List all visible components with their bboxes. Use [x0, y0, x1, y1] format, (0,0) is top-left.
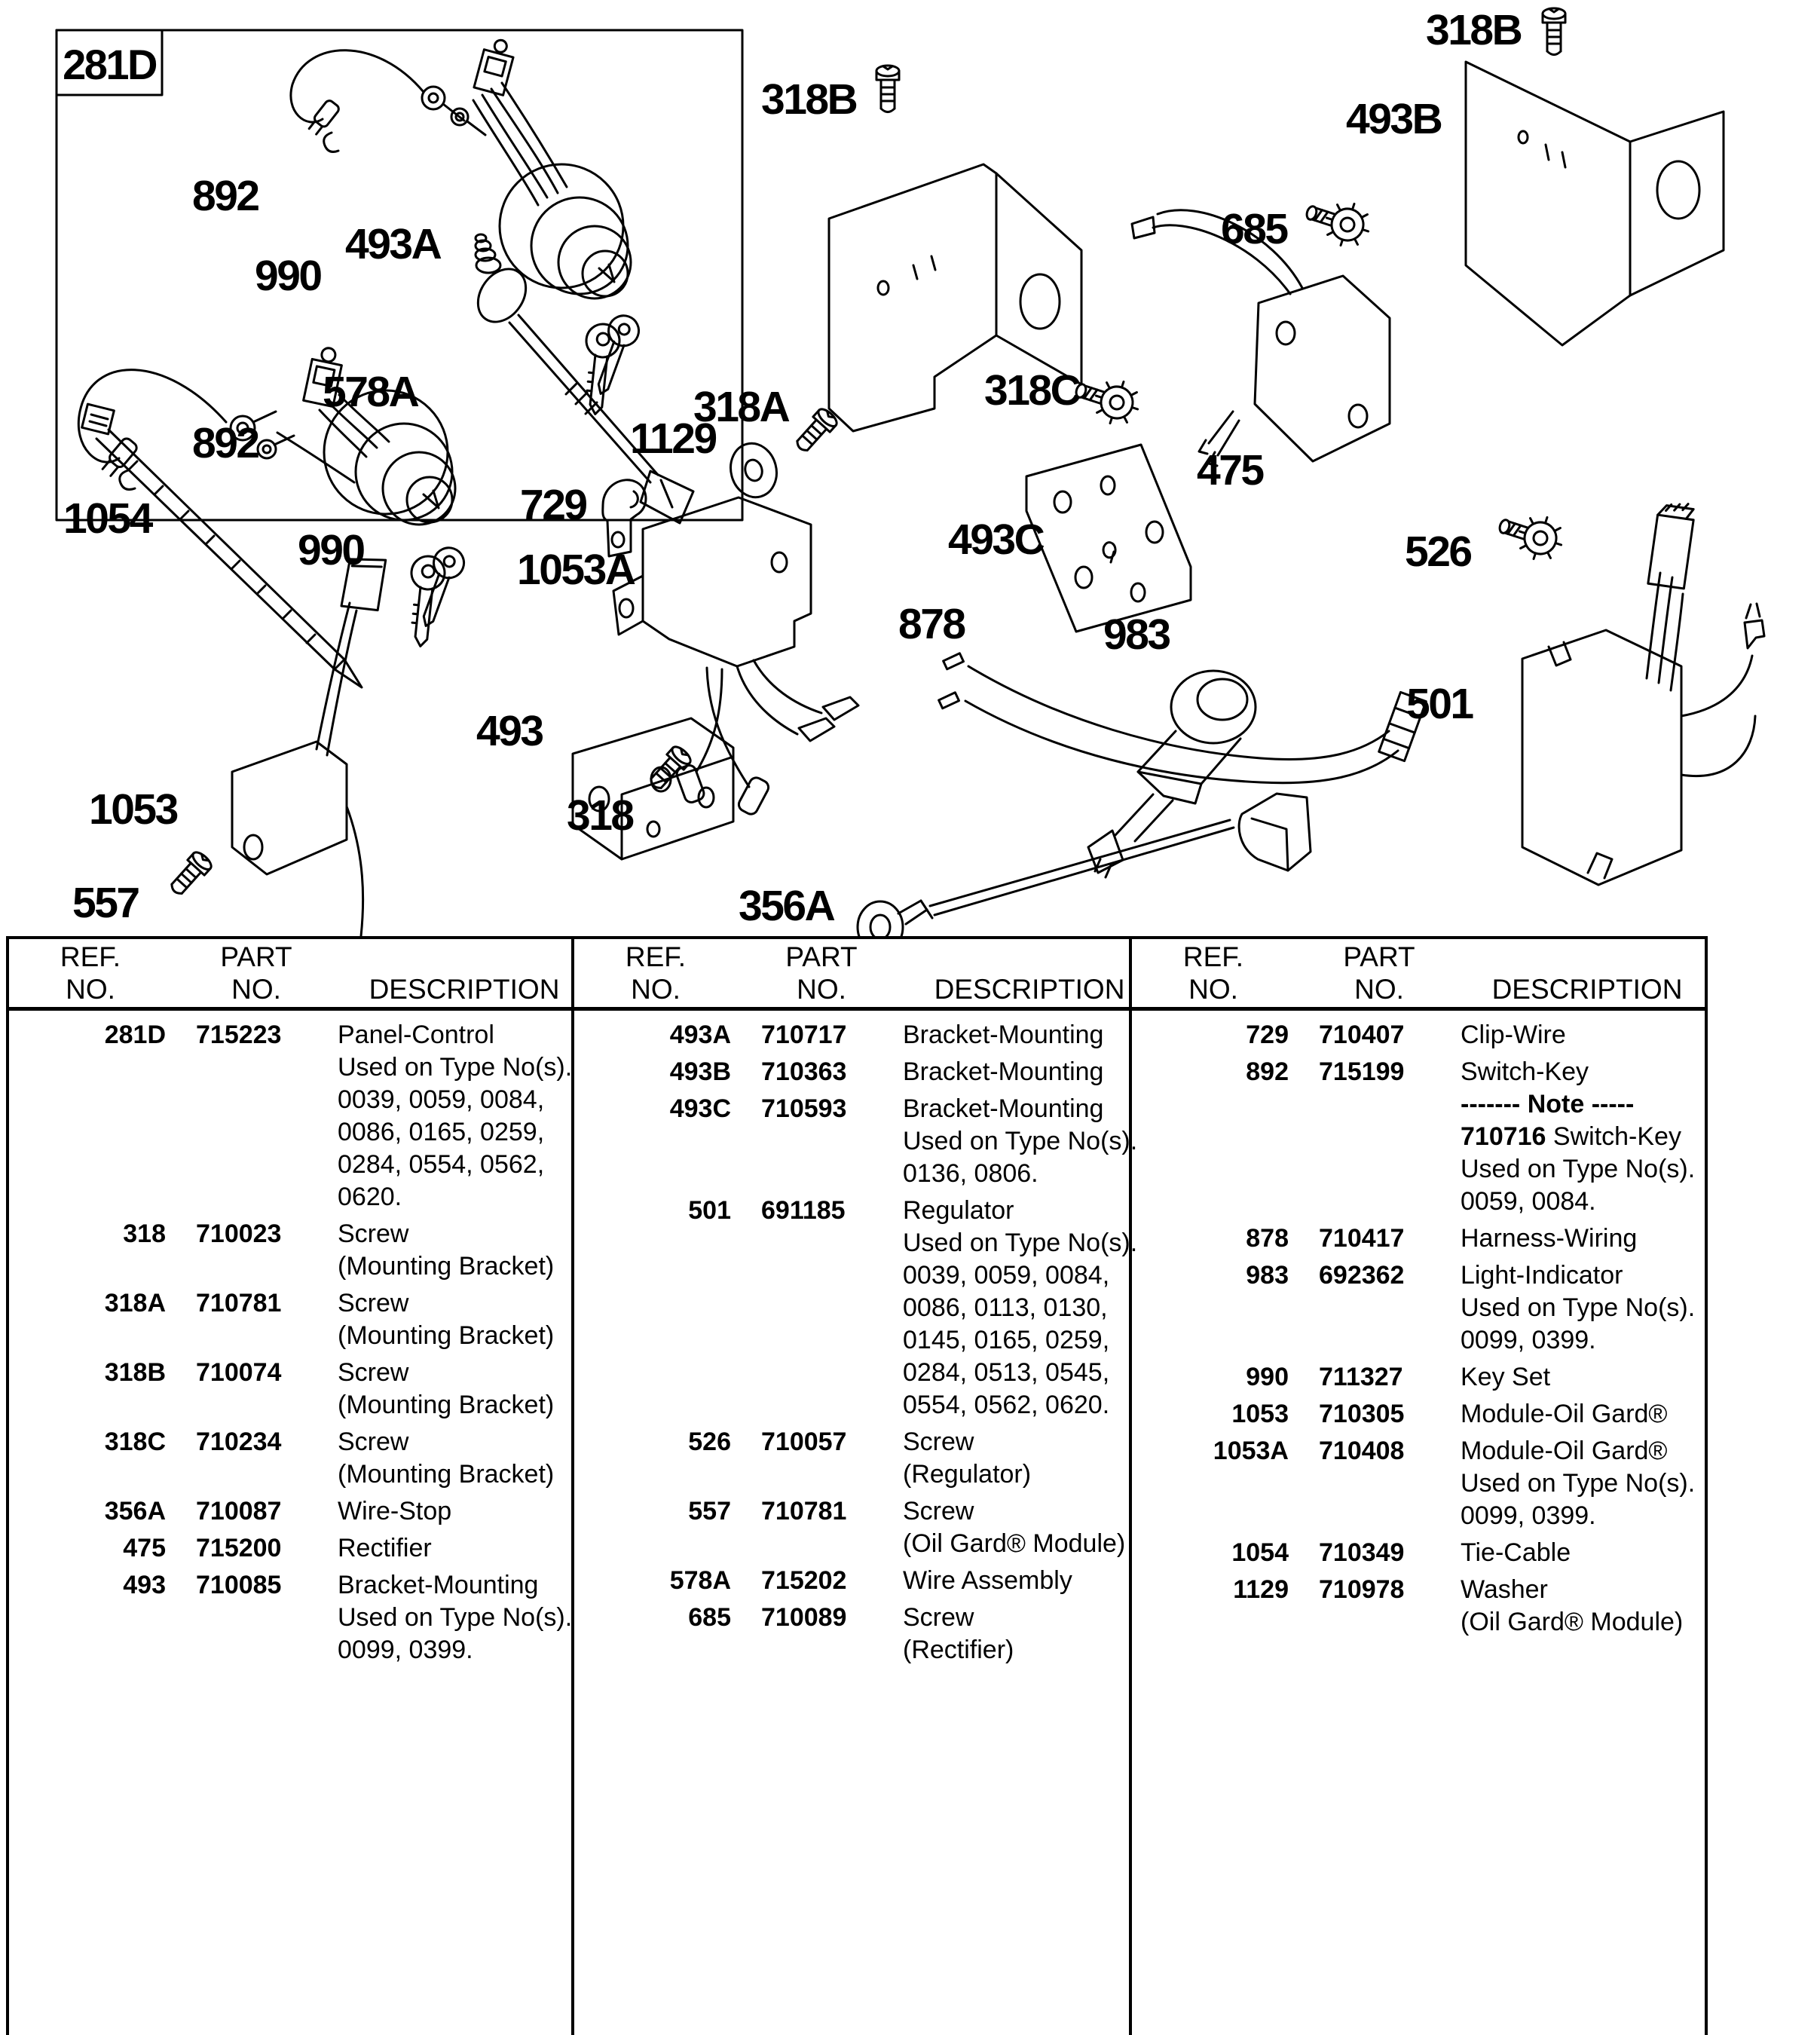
description-line: (Mounting Bracket) — [338, 1252, 555, 1281]
part-no: 710593 — [761, 1094, 847, 1123]
description — [338, 1569, 574, 1666]
ref-no: 526 — [688, 1428, 731, 1456]
part-label-983: 983 — [1103, 610, 1170, 659]
description-line: Switch-Key — [1461, 1057, 1589, 1086]
table-row-493A — [580, 1019, 1139, 1051]
ref-no: 1129 — [1233, 1575, 1289, 1604]
ref-no: 501 — [688, 1196, 731, 1225]
description-line: 0039, 0059, 0084, — [903, 1261, 1110, 1290]
table-row-526 — [580, 1426, 1139, 1491]
description-line: Screw — [338, 1428, 409, 1456]
table-row-493C — [580, 1093, 1139, 1190]
description-line: 0136, 0806. — [903, 1159, 1038, 1188]
ref-no: 578A — [669, 1566, 731, 1595]
screw-526-drawing — [1494, 504, 1568, 565]
part-label-493: 493 — [476, 707, 543, 755]
table-row-318 — [15, 1218, 574, 1283]
part-label-318b: 318B — [761, 75, 857, 124]
screw-557-drawing — [166, 849, 213, 899]
parts-diagram — [0, 0, 1820, 936]
part-label-526: 526 — [1405, 528, 1471, 576]
description-line: (Mounting Bracket) — [338, 1391, 555, 1419]
ref-no: 1054 — [1231, 1538, 1289, 1567]
part-no: 710407 — [1319, 1021, 1405, 1049]
part-label-892: 892 — [192, 172, 258, 220]
table-row-475 — [15, 1532, 574, 1565]
description-line: 0099, 0399. — [1461, 1326, 1596, 1354]
part-no: 715200 — [196, 1534, 282, 1562]
part-label-878: 878 — [898, 600, 965, 648]
description — [1461, 1019, 1697, 1051]
part-label-1053: 1053 — [89, 785, 177, 834]
part-no: 710408 — [1319, 1437, 1405, 1465]
description-line: Used on Type No(s). — [338, 1603, 573, 1632]
part-label-685: 685 — [1221, 205, 1287, 253]
part-no: 710023 — [196, 1219, 282, 1248]
part-no: 710305 — [1319, 1400, 1405, 1428]
table-vertical-divider-0 — [6, 936, 9, 2035]
header-ref: REF. NO. — [1182, 941, 1244, 1005]
description — [338, 1357, 574, 1421]
inset-panel-label: 281D — [63, 41, 156, 88]
part-label-990: 990 — [298, 526, 364, 574]
table-row-990 — [1138, 1361, 1697, 1394]
description-line: Used on Type No(s). — [1461, 1469, 1696, 1498]
module-1053-drawing — [232, 551, 390, 936]
ref-no: 990 — [1246, 1363, 1289, 1391]
screw-318A-drawing — [791, 406, 839, 456]
ref-no: 318A — [104, 1289, 166, 1317]
description-line: Used on Type No(s). — [1461, 1155, 1696, 1183]
part-label-1053a: 1053A — [517, 546, 635, 594]
description-line: Wire Assembly — [903, 1566, 1072, 1595]
table-header-col3 — [1138, 941, 1714, 1005]
ref-no: 493C — [669, 1094, 731, 1123]
description-line: 710716 Switch-Key — [1461, 1122, 1681, 1151]
description-line: Bracket-Mounting — [903, 1057, 1104, 1086]
part-no: 710717 — [761, 1021, 847, 1049]
table-row-685 — [580, 1602, 1139, 1666]
header-description: DESCRIPTION — [1491, 974, 1683, 1005]
part-no: 710085 — [196, 1571, 282, 1599]
part-label-318: 318 — [567, 791, 633, 840]
ref-no: 475 — [123, 1534, 166, 1562]
description — [903, 1426, 1139, 1491]
description-line: Module-Oil Gard® — [1461, 1437, 1668, 1465]
table-row-318B — [15, 1357, 574, 1421]
ref-no: 493B — [669, 1057, 731, 1086]
description — [1461, 1537, 1697, 1569]
ref-no: 1053 — [1231, 1400, 1289, 1428]
ref-no: 878 — [1246, 1224, 1289, 1253]
description-line: (Mounting Bracket) — [338, 1321, 555, 1350]
description — [1461, 1435, 1697, 1532]
description — [338, 1495, 574, 1528]
part-no: 715199 — [1319, 1057, 1405, 1086]
wire-stop-356A-drawing — [858, 794, 1311, 936]
table-row-557 — [580, 1495, 1139, 1560]
header-ref: REF. NO. — [625, 941, 687, 1005]
description-line: 0086, 0165, 0259, — [338, 1118, 545, 1146]
table-row-356A — [15, 1495, 574, 1528]
description-line: Bracket-Mounting — [903, 1021, 1104, 1049]
header-description: DESCRIPTION — [369, 974, 560, 1005]
screw-318B-1-drawing — [876, 66, 899, 112]
part-label-501: 501 — [1406, 680, 1473, 728]
description-line: 0284, 0513, 0545, — [903, 1358, 1110, 1387]
part-label-1054: 1054 — [63, 494, 151, 543]
table-row-1053A — [1138, 1435, 1697, 1532]
part-no: 715202 — [761, 1566, 847, 1595]
description-line: Screw — [338, 1219, 409, 1248]
table-row-493 — [15, 1569, 574, 1666]
part-label-356a: 356A — [739, 882, 834, 930]
harness-878-drawing — [939, 653, 1427, 783]
description-line: 0099, 0399. — [338, 1636, 473, 1664]
table-row-1053 — [1138, 1398, 1697, 1431]
description — [903, 1093, 1139, 1190]
part-no: 710978 — [1319, 1575, 1405, 1604]
table-row-878 — [1138, 1223, 1697, 1255]
description — [338, 1532, 574, 1565]
part-label-493c: 493C — [948, 516, 1044, 564]
part-no: 710349 — [1319, 1538, 1405, 1567]
part-no: 710074 — [196, 1358, 282, 1387]
bracket-493B-drawing — [1466, 62, 1724, 345]
part-label-318a: 318A — [693, 383, 789, 431]
description-line: Screw — [903, 1497, 974, 1525]
part-label-493a: 493A — [345, 220, 441, 268]
table-row-983 — [1138, 1259, 1697, 1357]
header-part: PART NO. — [1343, 941, 1415, 1005]
description-line: 0620. — [338, 1183, 402, 1211]
part-label-578a: 578A — [323, 368, 418, 416]
ref-no: 318C — [104, 1428, 166, 1456]
screw-318B-2-drawing — [1543, 8, 1565, 55]
part-no: 710781 — [761, 1497, 847, 1525]
description — [903, 1195, 1139, 1421]
description — [1461, 1259, 1697, 1357]
table-header-col1 — [15, 941, 591, 1005]
clip-729-drawing — [603, 480, 646, 556]
description-line: 0086, 0113, 0130, — [903, 1293, 1108, 1322]
description-line: Screw — [338, 1358, 409, 1387]
part-no: 692362 — [1319, 1261, 1405, 1290]
part-no: 711327 — [1319, 1363, 1403, 1391]
description-line: 0039, 0059, 0084, — [338, 1085, 545, 1114]
module-1053A-drawing — [613, 497, 858, 816]
part-no: 691185 — [761, 1196, 846, 1225]
description — [338, 1218, 574, 1283]
table-header-col2 — [580, 941, 1156, 1005]
part-label-493b: 493B — [1346, 95, 1442, 143]
table-row-281D — [15, 1019, 574, 1213]
part-no: 710087 — [196, 1497, 282, 1525]
part-label-1129: 1129 — [630, 415, 716, 463]
plate-493C-drawing — [1026, 445, 1191, 632]
part-label-475: 475 — [1197, 446, 1263, 494]
part-label-990: 990 — [255, 252, 321, 300]
description — [903, 1602, 1139, 1666]
description — [1461, 1056, 1697, 1218]
table-right-border — [1705, 936, 1708, 2035]
part-no: 710057 — [761, 1428, 847, 1456]
description — [338, 1287, 574, 1352]
ref-no: 318 — [123, 1219, 166, 1248]
description-line: Key Set — [1461, 1363, 1551, 1391]
description-line: Screw — [903, 1428, 974, 1456]
description-line: 0554, 0562, 0620. — [903, 1391, 1110, 1419]
part-label-318b: 318B — [1426, 6, 1522, 54]
ref-no: 729 — [1246, 1021, 1289, 1049]
part-label-318c: 318C — [984, 366, 1080, 415]
description-line: Screw — [903, 1603, 974, 1632]
table-row-1129 — [1138, 1574, 1697, 1639]
table-row-729 — [1138, 1019, 1697, 1051]
description-line: ------- Note ----- — [1461, 1090, 1635, 1118]
table-top-border — [6, 936, 1708, 939]
description-line: Washer — [1461, 1575, 1548, 1604]
description-line: Used on Type No(s). — [338, 1053, 573, 1082]
description-line: Screw — [338, 1289, 409, 1317]
part-no: 710089 — [761, 1603, 847, 1632]
table-row-578A — [580, 1565, 1139, 1597]
part-label-729: 729 — [520, 481, 586, 529]
description-line: (Rectifier) — [903, 1636, 1014, 1664]
description-line: Used on Type No(s). — [1461, 1293, 1696, 1322]
header-ref: REF. NO. — [60, 941, 121, 1005]
description-line: 0145, 0165, 0259, — [903, 1326, 1110, 1354]
table-row-493B — [580, 1056, 1139, 1088]
description-line: Used on Type No(s). — [903, 1229, 1138, 1257]
screw-685-drawing — [1301, 191, 1375, 252]
ref-no: 983 — [1246, 1261, 1289, 1290]
description — [1461, 1361, 1697, 1394]
description-line: 0284, 0554, 0562, — [338, 1150, 545, 1179]
table-column-3 — [1138, 1019, 1697, 1643]
regulator-501-drawing — [1522, 500, 1764, 885]
description — [1461, 1398, 1697, 1431]
description — [903, 1495, 1139, 1560]
description-line: Bracket-Mounting — [338, 1571, 539, 1599]
table-row-501 — [580, 1195, 1139, 1421]
table-row-892 — [1138, 1056, 1697, 1218]
washer-1129-drawing — [725, 438, 783, 502]
part-no: 710234 — [196, 1428, 282, 1456]
header-description: DESCRIPTION — [934, 974, 1125, 1005]
description-line: Panel-Control — [338, 1021, 494, 1049]
description-line: Module-Oil Gard® — [1461, 1400, 1668, 1428]
description-line: 0059, 0084. — [1461, 1187, 1596, 1216]
table-header-underline — [6, 1007, 1708, 1011]
ref-no: 318B — [104, 1358, 166, 1387]
part-no: 710363 — [761, 1057, 847, 1086]
description — [903, 1056, 1139, 1088]
description — [338, 1426, 574, 1491]
description — [903, 1019, 1139, 1051]
part-no: 715223 — [196, 1021, 282, 1049]
description-line: (Oil Gard® Module) — [903, 1529, 1126, 1558]
description-line: (Regulator) — [903, 1460, 1032, 1489]
description-line: (Mounting Bracket) — [338, 1460, 555, 1489]
description — [1461, 1223, 1697, 1255]
table-column-2 — [580, 1019, 1139, 1671]
description — [1461, 1574, 1697, 1639]
ref-no: 685 — [688, 1603, 731, 1632]
description-line: Rectifier — [338, 1534, 432, 1562]
description-line: Used on Type No(s). — [903, 1127, 1138, 1155]
part-label-892: 892 — [192, 419, 258, 467]
ref-no: 892 — [1246, 1057, 1289, 1086]
description-line: Tie-Cable — [1461, 1538, 1571, 1567]
key-switch-1-drawing — [291, 36, 644, 418]
description-line: Bracket-Mounting — [903, 1094, 1104, 1123]
table-column-1 — [15, 1019, 574, 1671]
description-line: Clip-Wire — [1461, 1021, 1566, 1049]
ref-no: 557 — [688, 1497, 731, 1525]
table-row-318C — [15, 1426, 574, 1491]
description — [903, 1565, 1139, 1597]
ref-no: 356A — [104, 1497, 166, 1525]
header-part: PART NO. — [785, 941, 858, 1005]
part-label-557: 557 — [72, 879, 139, 927]
ref-no: 493 — [123, 1571, 166, 1599]
ref-no: 281D — [104, 1021, 166, 1049]
table-row-1054 — [1138, 1537, 1697, 1569]
table-row-318A — [15, 1287, 574, 1352]
header-part: PART NO. — [220, 941, 292, 1005]
ref-no: 493A — [669, 1021, 731, 1049]
description-line: Light-Indicator — [1461, 1261, 1623, 1290]
ref-no: 1053A — [1213, 1437, 1289, 1465]
description-line: 0099, 0399. — [1461, 1501, 1596, 1530]
wire-assembly-578A-drawing — [468, 234, 693, 523]
part-no: 710781 — [196, 1289, 282, 1317]
description-line: Regulator — [903, 1196, 1014, 1225]
description-line: Harness-Wiring — [1461, 1224, 1638, 1253]
description-line: (Oil Gard® Module) — [1461, 1608, 1684, 1636]
part-no: 710417 — [1319, 1224, 1405, 1253]
description-line: Wire-Stop — [338, 1497, 452, 1525]
description — [338, 1019, 574, 1213]
